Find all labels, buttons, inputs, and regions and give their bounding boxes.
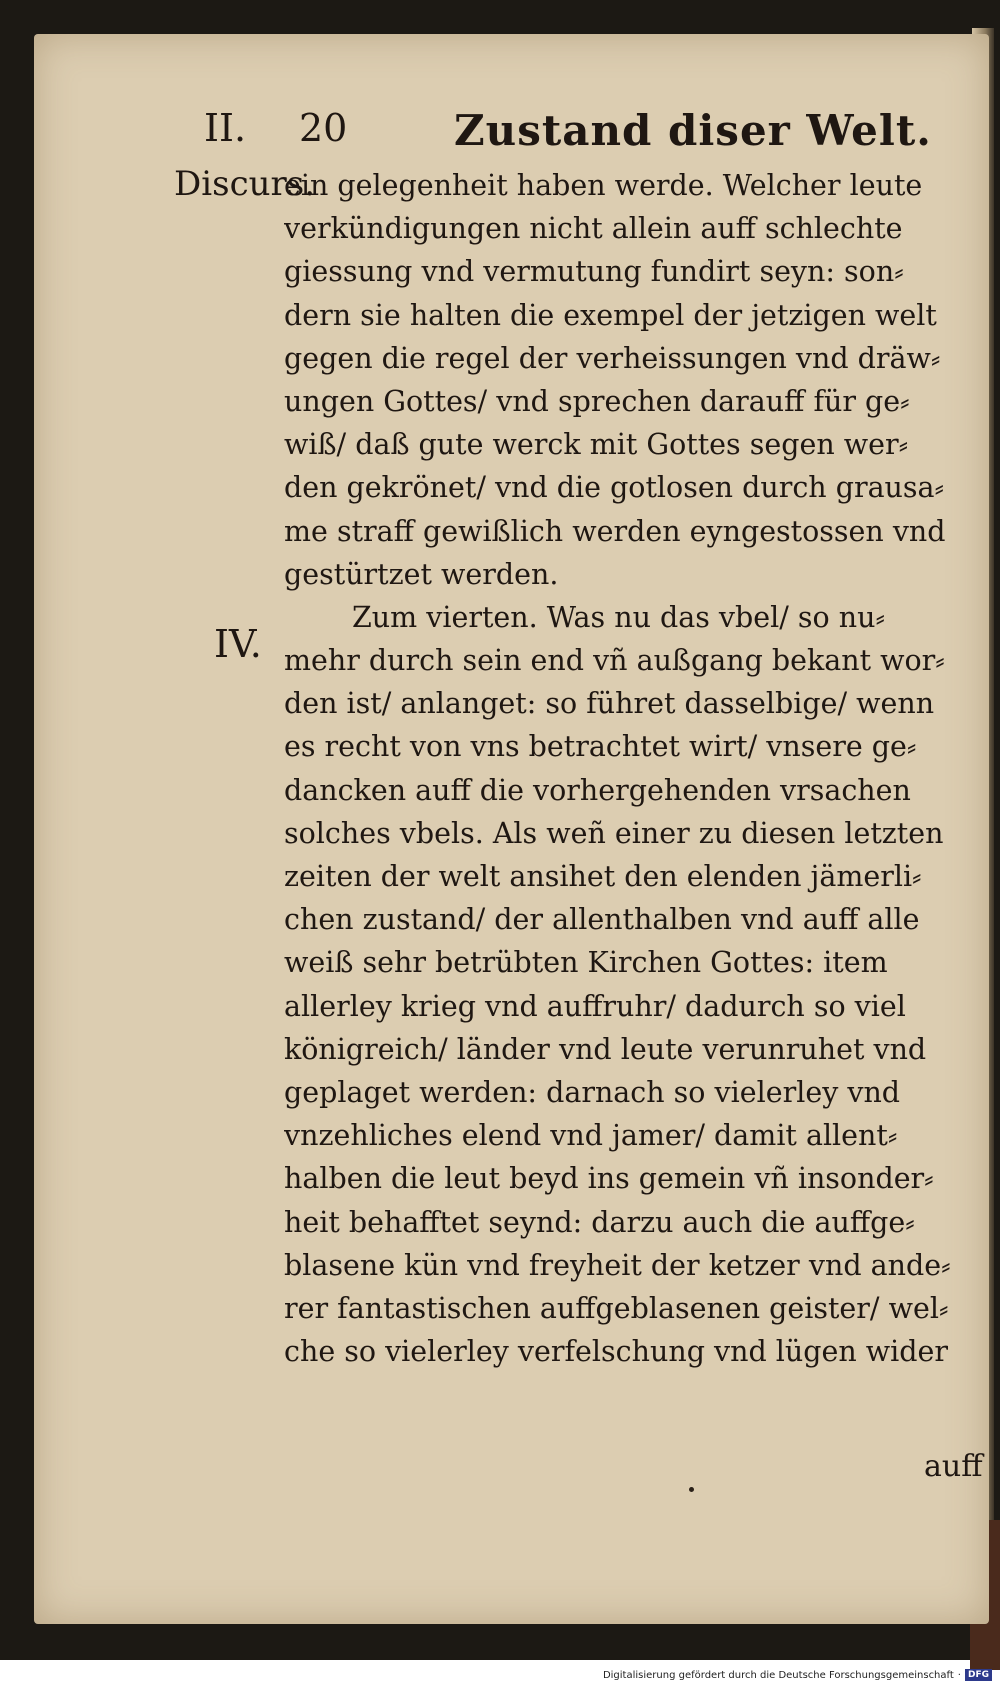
- text-line: halben die leut beyd ins gemein vñ insonder⸗: [284, 1162, 934, 1196]
- text-line: den gekrönet/ vnd die gotlosen durch grausa⸗: [284, 471, 945, 505]
- digitization-credit: [603, 1669, 992, 1681]
- text-line: solches vbels. Als weñ einer zu diesen letzten: [284, 816, 944, 850]
- running-title: Zustand diser Welt.: [454, 106, 932, 155]
- text-line: gegen die regel der verheissungen vnd dräw⸗: [284, 341, 941, 375]
- dfg-logo-icon: DFG: [965, 1669, 992, 1681]
- text-line: ungen Gottes/ vnd sprechen darauff für ge⸗: [284, 384, 910, 418]
- discourse-number: II.: [204, 106, 247, 150]
- credit-separator: ·: [957, 1669, 961, 1681]
- text-line: zeiten der welt ansihet den elenden jämerli⸗: [284, 860, 922, 893]
- text-line-section-start: Zum vierten. Was nu das vbel/ so nu⸗: [352, 600, 885, 634]
- text-line: heit behafftet seynd: darzu auch die auffge⸗: [284, 1205, 915, 1239]
- text-line: allerley krieg vnd auffruhr/ dadurch so viel: [284, 989, 906, 1023]
- text-line: giessung vnd vermutung fundirt seyn: son⸗: [284, 255, 904, 289]
- text-line: dern sie halten die exempel der jetzigen welt: [284, 298, 937, 332]
- book-page: [34, 34, 989, 1624]
- text-line: königreich/ länder vnd leute verunruhet vnd: [284, 1032, 927, 1066]
- text-line: chen zustand/ der allenthalben vnd auff alle: [284, 903, 920, 937]
- text-line: me straff gewißlich werden eyngestossen vnd: [284, 514, 946, 548]
- text-line: dancken auff die vorhergehenden vrsachen: [284, 773, 911, 807]
- text-line: ein gelegenheit haben werde. Welcher leute: [284, 169, 923, 202]
- credit-text: Digitalisierung gefördert durch die Deutsche Forschungsgemeinschaft: [602, 1669, 954, 1681]
- text-line: gestürtzet werden.: [284, 557, 559, 591]
- text-line: es recht von vns betrachtet wirt/ vnsere ge⸗: [284, 730, 917, 764]
- text-line: rer fantastischen auffgeblasenen geister/ wel⸗: [284, 1291, 949, 1325]
- text-line: che so vielerley verfelschung vnd lügen wider: [284, 1335, 948, 1369]
- text-line: weiß sehr betrübten Kirchen Gottes: item: [284, 946, 888, 980]
- body-text: [284, 164, 972, 1373]
- text-line: geplaget werden: darnach so vielerley vnd: [284, 1075, 901, 1109]
- running-header: [34, 106, 989, 166]
- ink-speck: [689, 1487, 694, 1492]
- text-line: mehr durch sein end vñ außgang bekant wor⸗: [284, 644, 945, 678]
- text-line: den ist/ anlanget: so führet dasselbige/ wenn: [284, 687, 935, 721]
- text-line: vnzehliches elend vnd jamer/ damit allent⸗: [284, 1119, 898, 1153]
- margin-note-discurs: Discurs.: [174, 164, 316, 204]
- catchword: auff: [924, 1449, 983, 1484]
- text-line: verkündigungen nicht allein auff schlechte: [284, 212, 903, 246]
- text-line: wiß/ daß gute werck mit Gottes segen wer⸗: [284, 428, 909, 462]
- page-number: 20: [299, 106, 348, 150]
- margin-note-section-iv: IV.: [214, 622, 262, 666]
- text-line: blasene kün vnd freyheit der ketzer vnd ande⸗: [284, 1248, 951, 1282]
